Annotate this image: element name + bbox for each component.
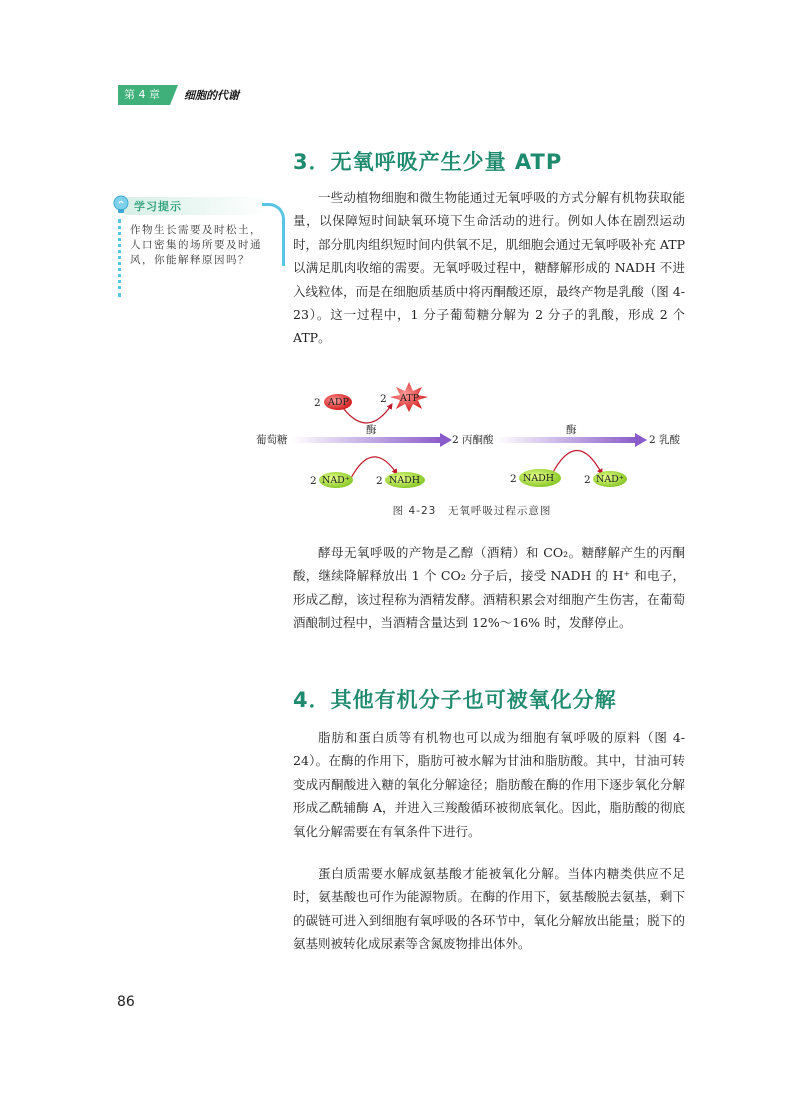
adp-count: 2 [314, 397, 321, 409]
chapter-title: 细胞的代谢 [184, 89, 239, 102]
figure-diagram [252, 382, 692, 500]
nad-plus-1-label: NAD⁺ [322, 475, 350, 486]
pyruvate-label: 2 丙酮酸 [452, 434, 494, 446]
anaerobic-respiration-figure [252, 382, 692, 500]
enzyme-label-2: 酶 [566, 424, 577, 436]
lightbulb-icon [112, 195, 130, 215]
atp-count: 2 [380, 393, 387, 405]
nad-plus-2-label: NAD⁺ [596, 474, 624, 485]
yeast-paragraph: 酵母无氧呼吸的产物是乙醇（酒精）和 CO₂。糖酵解产生的丙酮酸，继续降解释放出 1 个 CO₂ 分子后，接受 NADH 的 H⁺ 和电子，形成乙醇，该过程称为酒精发酵。酒精积累会对细胞产生伤害，在葡萄酒酿制过程中，当酒精含量达到 12%～16% 时，发酵停止。 [293, 545, 685, 631]
nadh-1-count: 2 [376, 475, 383, 487]
adp-node [314, 394, 352, 410]
section-4-heading: 4．其他有机分子也可被氧化分解 [293, 688, 617, 712]
glucose-label: 葡萄糖 [256, 434, 288, 446]
tip-dotted-border [118, 219, 121, 297]
nad-plus-node-1 [310, 472, 353, 488]
nad-plus-2-count: 2 [584, 474, 591, 486]
nadh-node-1 [376, 472, 425, 488]
figure-caption: 图 4-23 无氧呼吸过程示意图 [392, 505, 552, 517]
enzyme-label-1: 酶 [366, 424, 377, 436]
chapter-number: 第 4 章 [118, 85, 170, 105]
nadh-to-nad-curve [552, 451, 602, 475]
nad-plus-1-count: 2 [310, 475, 317, 487]
atp-label: ATP [400, 393, 420, 404]
section-3-heading: 3．无氧呼吸产生少量 ATP [293, 150, 563, 174]
section-4-paragraph-1: 脂肪和蛋白质等有机物也可以成为细胞有氧呼吸的原料（图 4-24）。在酶的作用下，脂肪可被水解为甘油和脂肪酸。其中，甘油可转变成丙酮酸进入糖的氧化分解途径；脂肪酸在酶的作用下逐步氧化分解形成乙酰辅酶 A，并进入三羧酸循环被彻底氧化。因此，脂肪酸的彻底氧化分解需要在有氧条件下进行。 [293, 730, 685, 839]
section-4-paragraph-2: 蛋白质需要水解成氨基酸才能被氧化分解。当体内糖类供应不足时，氨基酸也可作为能源物质。在酶的作用下，氨基酸脱去氨基，剩下的碳链可进入到细胞有氧呼吸的各环节中，氧化分解放出能量；脱下的氨基则被转化成尿素等含氮废物排出体外。 [293, 866, 685, 952]
atp-node [380, 382, 428, 412]
nadh-node-2 [510, 469, 561, 487]
nadh-1-label: NADH [389, 475, 421, 486]
tip-text: 作物生长需要及时松土，人口密集的场所要及时通风，你能解释原因吗？ [130, 224, 262, 266]
adp-label: ADP [328, 397, 349, 408]
page-number: 86 [117, 994, 135, 1010]
tip-border-curve [262, 203, 285, 266]
chapter-header [118, 85, 239, 105]
tip-title: 学习提示 [134, 200, 182, 213]
nad-plus-node-2 [584, 471, 627, 487]
study-tip-box [112, 195, 267, 300]
section-3-paragraph: 一些动植物细胞和微生物能通过无氧呼吸的方式分解有机物获取能量，以保障短时间缺氧环境下生命活动的进行。例如人体在剧烈运动时，部分肌肉组织短时间内供氧不足，肌细胞会通过无氧呼吸补充 ATP 以满足肌肉收缩的需要。无氧呼吸过程中，糖酵解形成的 NADH 不进入线粒体，而是在细胞质基质中将丙酮酸还原，最终产物是乳酸（图 4-23）。这一过程中，1 分子葡萄糖分解为 2 分子的乳酸，形成 2 个 ATP。 [293, 190, 685, 346]
nadh-2-label: NADH [523, 473, 555, 484]
nadh-2-count: 2 [510, 473, 517, 485]
lactate-label: 2 乳酸 [649, 434, 681, 446]
